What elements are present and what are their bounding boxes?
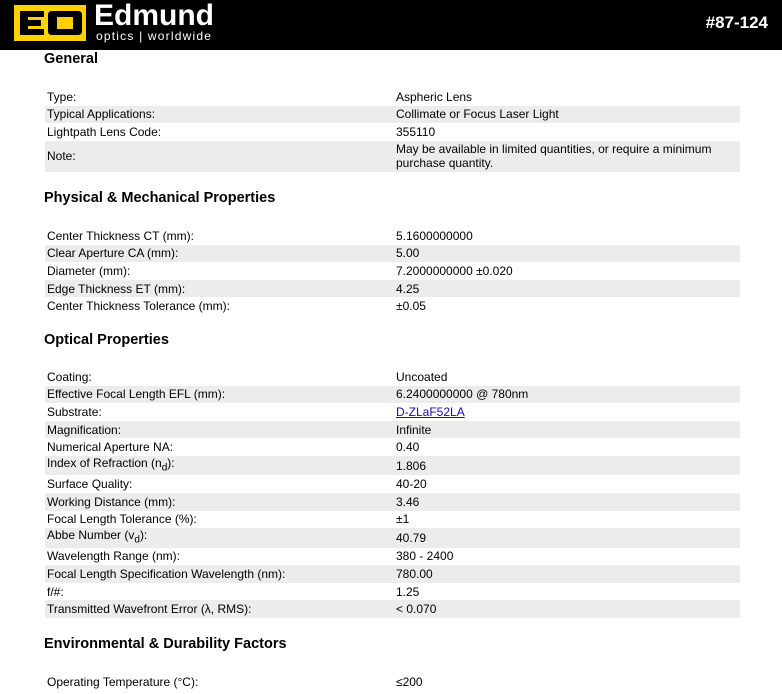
- section-title: General: [44, 51, 98, 67]
- spec-value: 40-20: [396, 477, 427, 492]
- spec-value: ≤200: [396, 674, 423, 689]
- spec-label: Operating Temperature (°C):: [47, 674, 199, 689]
- spec-value: 40.79: [396, 530, 427, 545]
- spec-value: Infinite: [396, 422, 432, 437]
- spec-value: May be available in limited quantities, or require a minimum purchase quantity.: [396, 142, 712, 171]
- spec-value: 780.00: [396, 566, 433, 581]
- spec-label: Lightpath Lens Code:: [47, 124, 162, 139]
- spec-table: [45, 368, 740, 618]
- spec-value: 5.1600000000: [396, 228, 473, 243]
- spec-label: Note:: [47, 149, 76, 164]
- page-header: [0, 0, 782, 50]
- spec-row: [45, 386, 740, 404]
- spec-row: [45, 421, 740, 439]
- section-title: Environmental & Durability Factors: [44, 636, 287, 652]
- brand-tagline: optics | worldwide: [96, 29, 213, 43]
- spec-row: [45, 262, 740, 280]
- section-general: [44, 50, 742, 172]
- spec-table: [45, 88, 740, 172]
- spec-label: Numerical Aperture NA:: [47, 440, 174, 455]
- spec-value: 6.2400000000 @ 780nm: [396, 387, 529, 402]
- spec-row: [45, 583, 740, 601]
- section-title: Optical Properties: [44, 332, 169, 348]
- label-text: ):: [139, 528, 148, 543]
- edmund-logo-icon: [14, 5, 86, 41]
- spec-row: [45, 106, 740, 124]
- substrate-link[interactable]: D-ZLaF52LA: [396, 404, 465, 419]
- spec-value: 355110: [396, 124, 436, 139]
- spec-row: [45, 548, 740, 566]
- spec-value: 1.806: [396, 458, 427, 473]
- spec-label: Effective Focal Length EFL (mm):: [47, 387, 226, 402]
- spec-row: [45, 123, 740, 141]
- label-text: Abbe Number (v: [47, 528, 135, 543]
- spec-row: [45, 227, 740, 245]
- spec-row: [45, 493, 740, 511]
- spec-label: Wavelength Range (nm):: [47, 549, 180, 564]
- spec-value: Aspheric Lens: [396, 89, 473, 104]
- spec-label: Working Distance (mm):: [47, 494, 176, 509]
- spec-value: Uncoated: [396, 369, 448, 384]
- spec-label: Focal Length Specification Wavelength (nm):: [47, 566, 286, 581]
- label-text: ):: [167, 455, 175, 470]
- spec-value: 0.40: [396, 440, 420, 455]
- spec-value: Collimate or Focus Laser Light: [396, 107, 559, 122]
- spec-row: [45, 88, 740, 106]
- spec-value: 3.46: [396, 494, 420, 509]
- label-subscript: d: [134, 534, 140, 546]
- spec-row: [45, 600, 740, 618]
- brand-name: Edmund: [94, 0, 214, 32]
- spec-row: [45, 297, 740, 315]
- spec-label: Edge Thickness ET (mm):: [47, 281, 186, 296]
- spec-row: [45, 245, 740, 263]
- spec-row: [45, 511, 740, 529]
- spec-value: [394, 403, 740, 421]
- spec-row: [45, 141, 740, 172]
- spec-label: Coating:: [47, 369, 92, 384]
- spec-label: Focal Length Tolerance (%):: [47, 512, 197, 527]
- spec-table: [45, 673, 740, 691]
- spec-label: f/#:: [47, 584, 64, 599]
- spec-value: 5.00: [396, 246, 420, 261]
- spec-label: Typical Applications:: [47, 107, 156, 122]
- part-number: #87-124: [705, 13, 768, 32]
- label-text: Index of Refraction (n: [47, 455, 162, 470]
- spec-value: ±1: [396, 512, 410, 527]
- spec-label: Transmitted Wavefront Error (λ, RMS):: [47, 602, 252, 617]
- section-optical: [44, 331, 742, 618]
- spec-label: Type:: [47, 89, 77, 104]
- spec-label: [45, 528, 394, 547]
- spec-row: [45, 565, 740, 583]
- spec-label: Center Thickness Tolerance (mm):: [47, 299, 230, 314]
- spec-value: 1.25: [396, 584, 420, 599]
- spec-row: [45, 475, 740, 493]
- spec-row: [45, 368, 740, 386]
- section-title: Physical & Mechanical Properties: [44, 190, 276, 206]
- section-physical-mechanical: [44, 189, 742, 315]
- label-subscript: d: [161, 462, 168, 474]
- spec-row: [45, 280, 740, 298]
- spec-label: Surface Quality:: [47, 477, 133, 492]
- spec-value: 4.25: [396, 281, 420, 296]
- spec-row: [45, 456, 740, 475]
- spec-label: Diameter (mm):: [47, 263, 131, 278]
- spec-value: ±0.05: [396, 299, 426, 314]
- spec-row: [45, 528, 740, 547]
- section-environmental: [44, 635, 742, 691]
- spec-row: [45, 438, 740, 456]
- spec-label: Substrate:: [47, 404, 102, 419]
- spec-label: Center Thickness CT (mm):: [47, 228, 194, 243]
- spec-value: 7.2000000000 ±0.020: [396, 263, 513, 278]
- spec-value: 380 - 2400: [396, 549, 454, 564]
- spec-row: [45, 673, 740, 691]
- spec-table: [45, 227, 740, 315]
- spec-value: < 0.070: [396, 602, 437, 617]
- spec-row: [45, 403, 740, 421]
- spec-label: Clear Aperture CA (mm):: [47, 246, 179, 261]
- spec-label: Magnification:: [47, 422, 122, 437]
- spec-label: [45, 456, 394, 475]
